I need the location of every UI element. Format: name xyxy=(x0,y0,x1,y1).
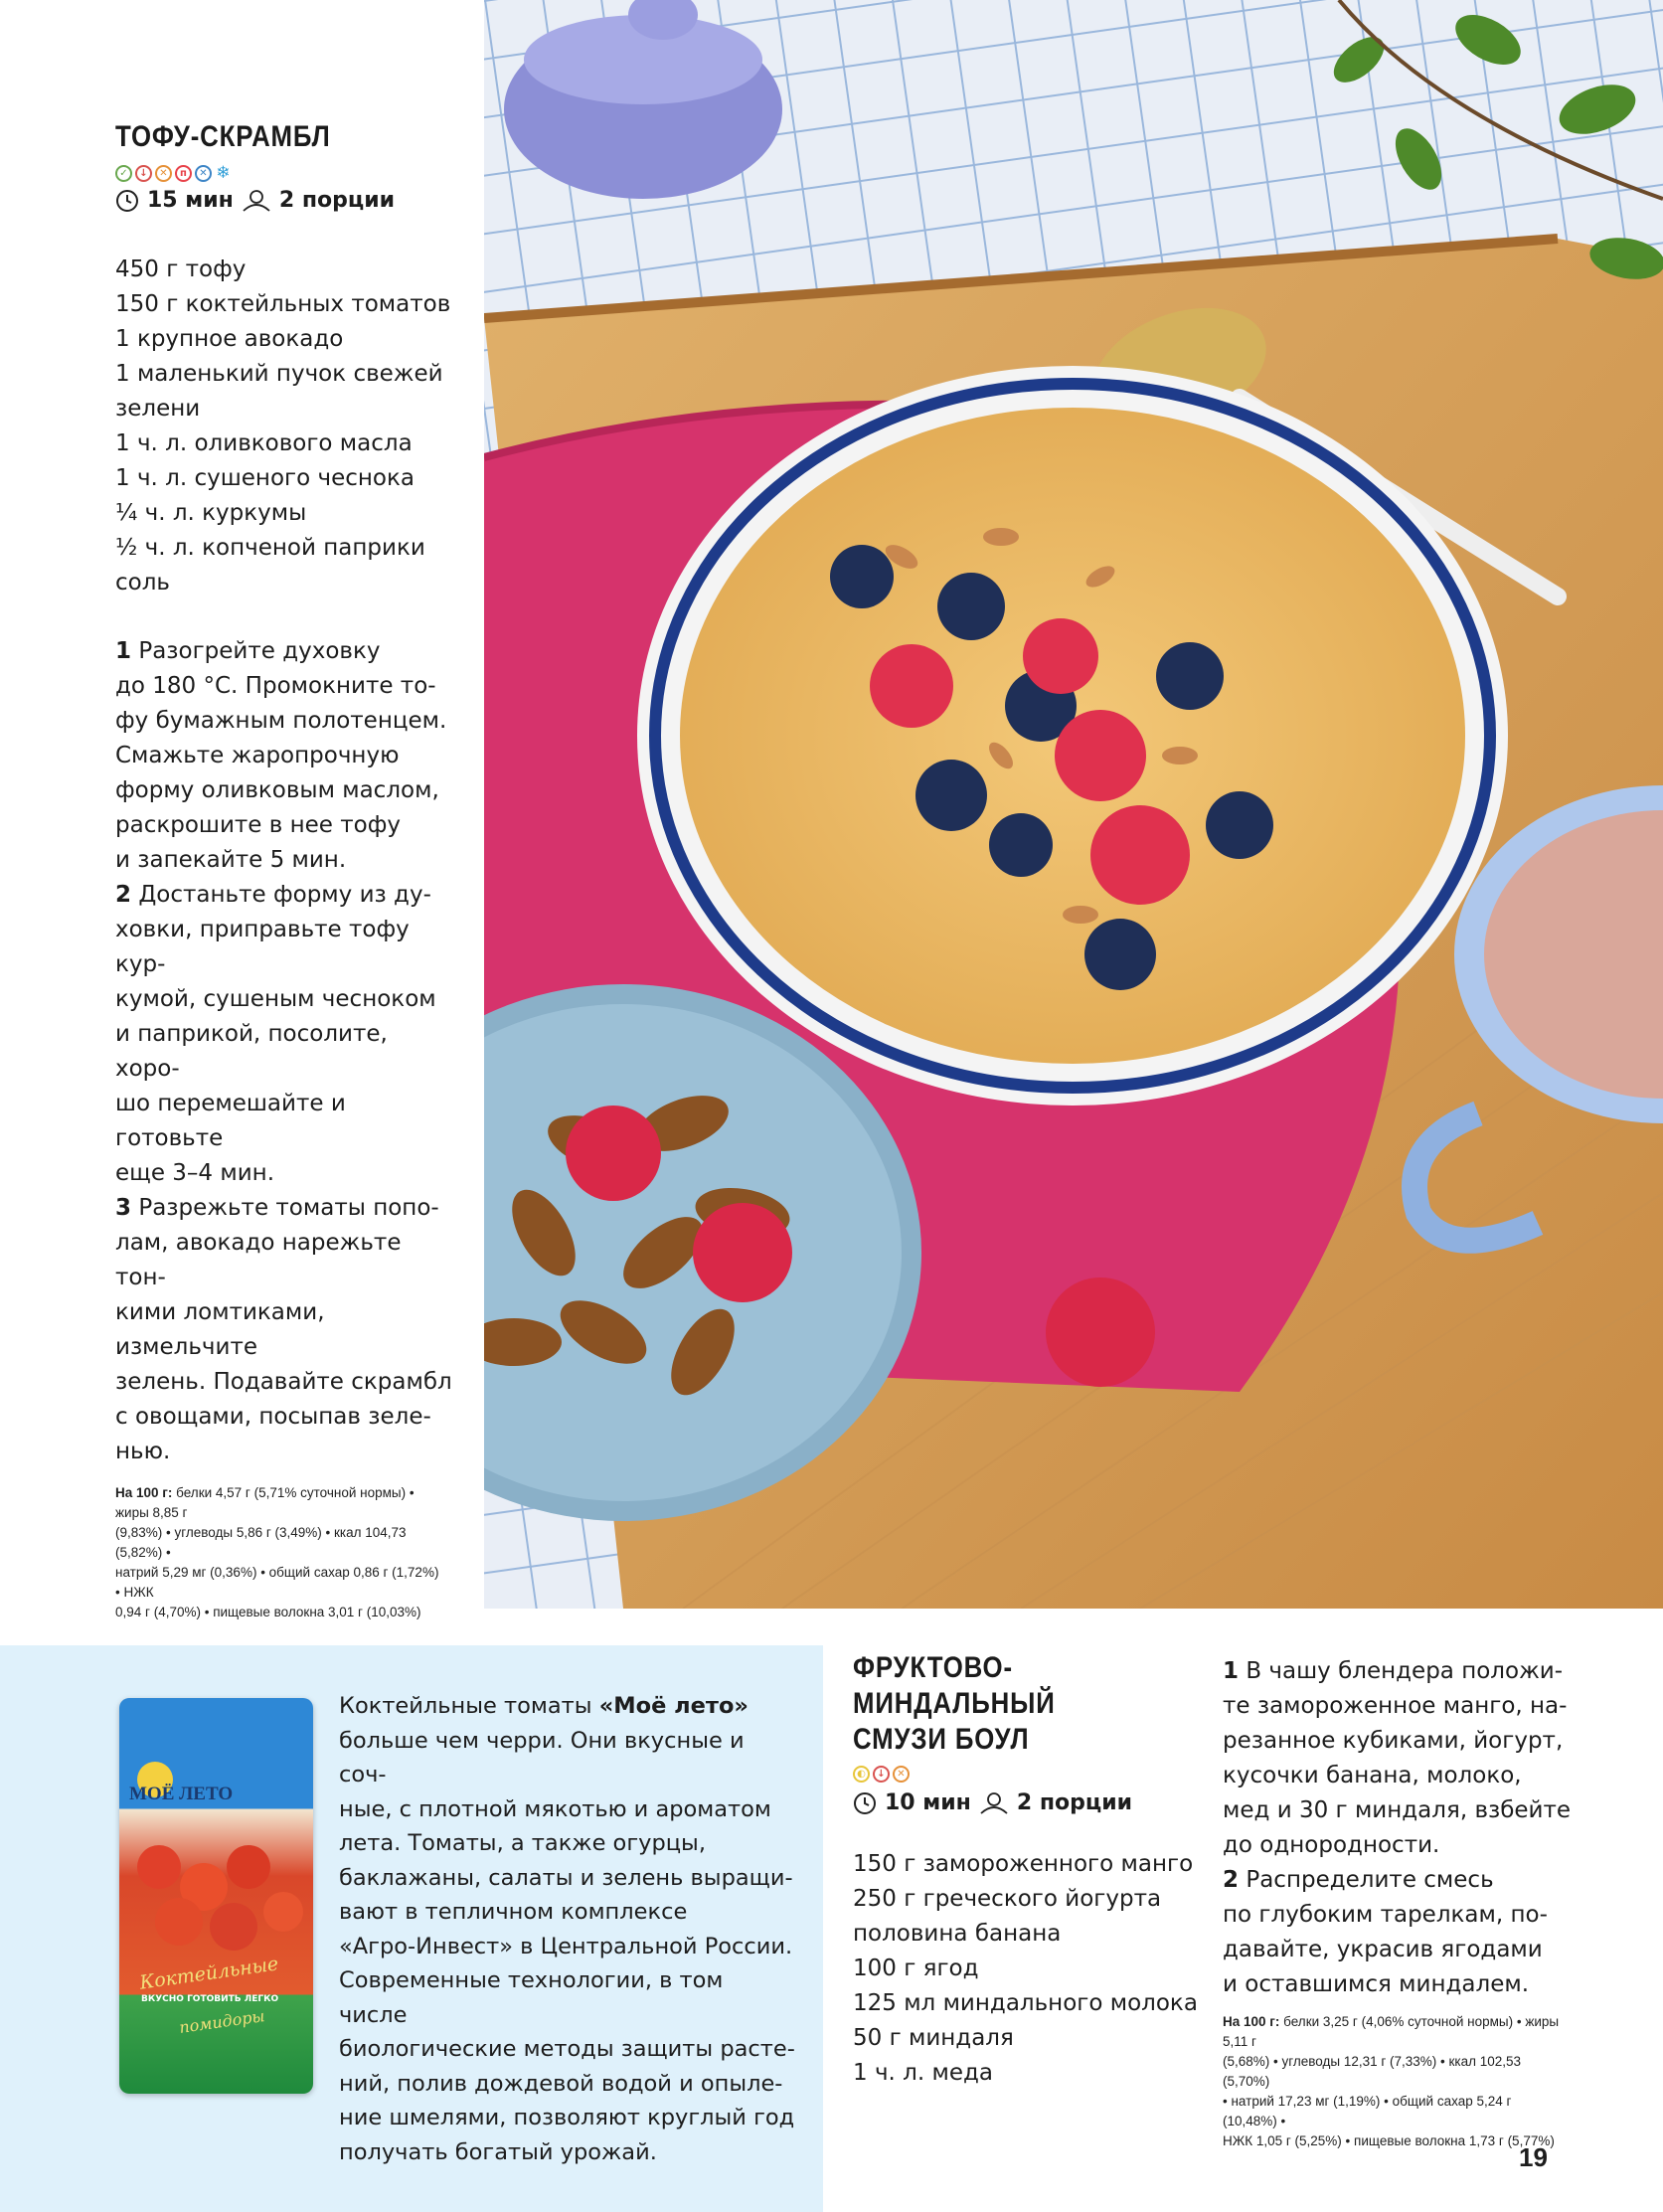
step-line: ховки, приправьте тофу кур- xyxy=(115,917,410,977)
low-calorie-icon: ↓ xyxy=(873,1766,890,1783)
cooking-time: 10 мин xyxy=(885,1790,971,1815)
portions-icon xyxy=(979,1791,1009,1815)
diet-icons xyxy=(115,165,453,182)
hero-food-photo xyxy=(484,0,1663,1609)
gluten-free-icon: ✕ xyxy=(155,165,172,182)
step-line: нью. xyxy=(115,1439,171,1464)
ingredient-item: 1 маленький пучок свежей xyxy=(115,361,443,387)
ingredient-item: соль xyxy=(115,570,170,596)
promo-line: Современные технологии, в том числе xyxy=(339,1967,724,2028)
portions-count: 2 порции xyxy=(278,188,396,213)
nutrition-label: На 100 г: xyxy=(115,1485,173,1500)
low-calorie-icon: ↓ xyxy=(135,165,152,182)
step-line: кусочки банана, молоко, xyxy=(1223,1763,1522,1788)
smoothie-steps xyxy=(1223,1654,1580,2151)
portions-count: 2 порции xyxy=(1016,1790,1133,1815)
package-sub: помидоры xyxy=(178,2006,266,2037)
promo-line: Коктейльные томаты «Моё лето» xyxy=(339,1693,748,1719)
freezable-icon: ❄ xyxy=(216,163,231,183)
step-line: кумой, сушеным чесноком xyxy=(115,986,436,1012)
ingredient-item: 1 ч. л. оливкового масла xyxy=(115,430,413,456)
recipe-meta xyxy=(853,1790,1211,1815)
step-line: 3 Разрежьте томаты попо- xyxy=(115,1195,439,1221)
promo-line: больше чем черри. Они вкусные и соч- xyxy=(339,1727,745,1787)
no-sugar-icon: ✕ xyxy=(195,165,212,182)
step-line: шо перемешайте и готовьте xyxy=(115,1091,346,1151)
package-name: Коктейльные xyxy=(138,1953,280,1994)
step-line: Смажьте жаропрочную xyxy=(115,743,400,768)
nutrition-info: На 100 г: белки 3,25 г (4,06% суточной нормы) • жиры 5,11 г (5,68%) • углеводы 12,31 г (7,33%) • ккал 102,53 (5,70%) • натрий 17,23 мг (1,19%) • общий сахар 5,24 г (10,48%) • НЖК 1,05 г (5,25%) • пищевые волокна 1,73 г (5,77%) xyxy=(1223,2014,1560,2148)
recipe-meta xyxy=(115,188,453,213)
steps-list xyxy=(115,634,453,1469)
ingredient-item: ¼ ч. л. куркумы xyxy=(115,500,307,526)
promo-line: биологические методы защиты расте- xyxy=(339,2036,795,2062)
package-brand: МОЁ ЛЕТО xyxy=(129,1784,234,1804)
promo-line: ние шмелями, позволяют круглый год xyxy=(339,2105,795,2130)
vegetarian-icon: ◐ xyxy=(853,1766,870,1783)
step-line: мед и 30 г миндаля, взбейте xyxy=(1223,1797,1572,1823)
step-line: раскрошите в нее тофу xyxy=(115,812,402,838)
step-line: 2 Распределите смесь xyxy=(1223,1867,1494,1893)
step-line: давайте, украсив ягодами xyxy=(1223,1937,1543,1962)
page-number: 19 xyxy=(1519,2142,1548,2172)
step-line: и оставшимся миндалем. xyxy=(1223,1971,1530,1997)
step-number: 1 xyxy=(1223,1658,1240,1684)
promo-line: баклажаны, салаты и зелень выращи- xyxy=(339,1864,793,1891)
step-number: 1 xyxy=(115,638,132,664)
step-number: 2 xyxy=(115,882,132,908)
promo-line: получать богатый урожай. xyxy=(339,2138,657,2165)
recipe-title-line: СМУЗИ БОУЛ xyxy=(853,1723,1030,1756)
step-line: фу бумажным полотенцем. xyxy=(115,708,447,734)
ingredient-item: зелени xyxy=(115,396,201,422)
ingredient-item: 1 ч. л. меда xyxy=(853,2060,993,2086)
step-number: 2 xyxy=(1223,1867,1240,1893)
step-line: лам, авокадо нарежьте тон- xyxy=(115,1230,402,1290)
ingredient-item: 125 мл миндального молока xyxy=(853,1990,1198,2016)
step-line: с овощами, посыпав зеле- xyxy=(115,1404,431,1430)
promo-brand: «Моё лето» xyxy=(598,1693,748,1719)
promo-block xyxy=(0,1645,823,2212)
ingredient-item: половина банана xyxy=(853,1921,1062,1947)
ingredients-list xyxy=(853,1847,1211,2091)
lactose-free-icon: п xyxy=(175,165,192,182)
step-line: кими ломтиками, измельчите xyxy=(115,1299,325,1360)
ingredient-item: 250 г греческого йогурта xyxy=(853,1886,1162,1912)
ingredient-item: 150 г коктейльных томатов xyxy=(115,291,451,317)
tomatoes-icon xyxy=(119,1827,313,1966)
clock-icon xyxy=(853,1791,877,1815)
promo-line: «Агро-Инвест» в Центральной России. xyxy=(339,1933,793,1959)
ingredient-item: 450 г тофу xyxy=(115,256,247,282)
step-line: те замороженное манго, на- xyxy=(1223,1693,1568,1719)
step-line: 1 В чашу блендера положи- xyxy=(1223,1658,1564,1684)
nutrition-info: На 100 г: белки 4,57 г (5,71% суточной нормы) • жиры 8,85 г (9,83%) • углеводы 5,86 г (3,49%) • ккал 104,73 (5,82%) • натрий 5,29 мг (0,36%) • общий сахар 0,86 г (1,72%) • НЖК 0,94 г (4,70%) • пищевые волокна 3,01 г (10,03%) xyxy=(115,1485,439,1619)
ingredient-item: 150 г замороженного манго xyxy=(853,1851,1194,1877)
ingredients-list xyxy=(115,253,453,600)
promo-text xyxy=(339,1689,796,2169)
step-line: еще 3–4 мин. xyxy=(115,1160,275,1186)
step-line: 1 Разогрейте духовку xyxy=(115,638,381,664)
ingredient-item: 1 крупное авокадо xyxy=(115,326,344,352)
step-line: форму оливковым маслом, xyxy=(115,777,439,803)
step-line: до 180 °С. Промокните то- xyxy=(115,673,436,699)
recipe-title: ТОФУ-СКРАМБЛ xyxy=(115,120,331,153)
step-line: резанное кубиками, йогурт, xyxy=(1223,1728,1564,1754)
step-line: до однородности. xyxy=(1223,1832,1440,1858)
step-number: 3 xyxy=(115,1195,132,1221)
package-slogan: ВКУСНО ГОТОВИТЬ ЛЕГКО xyxy=(141,1994,279,2004)
step-line: и паприкой, посолите, хоро- xyxy=(115,1021,388,1082)
cooking-time: 15 мин xyxy=(147,188,234,213)
breakfast-bowl-illustration xyxy=(484,0,1663,1609)
vegan-icon: ✓ xyxy=(115,165,132,182)
nutrition-label: На 100 г: xyxy=(1223,2014,1280,2029)
recipe-smoothie-bowl xyxy=(853,1650,1211,2091)
promo-line: вают в тепличном комплексе xyxy=(339,1899,688,1925)
recipe-tofu-scramble xyxy=(115,119,453,1622)
step-line: 2 Достаньте форму из ду- xyxy=(115,882,431,908)
promo-line: лета. Томаты, а также огурцы, xyxy=(339,1830,706,1856)
ingredient-item: 100 г ягод xyxy=(853,1956,979,1981)
ingredient-item: 1 ч. л. сушеного чеснока xyxy=(115,465,415,491)
diet-icons xyxy=(853,1766,1211,1783)
step-line: зелень. Подавайте скрамбл xyxy=(115,1369,452,1395)
promo-line: ний, полив дождевой водой и опыле- xyxy=(339,2070,783,2097)
clock-icon xyxy=(115,189,139,213)
step-line: и запекайте 5 мин. xyxy=(115,847,347,873)
promo-line: ные, с плотной мякотью и ароматом xyxy=(339,1795,771,1822)
tomato-package-image xyxy=(119,1698,313,2094)
portions-icon xyxy=(242,189,271,213)
step-line: по глубоким тарелкам, по- xyxy=(1223,1902,1548,1928)
recipe-title-line: ФРУКТОВО-МИНДАЛЬНЫЙ xyxy=(853,1651,1056,1720)
gluten-free-icon: ✕ xyxy=(893,1766,910,1783)
ingredient-item: ½ ч. л. копченой паприки xyxy=(115,535,425,561)
ingredient-item: 50 г миндаля xyxy=(853,2025,1014,2051)
